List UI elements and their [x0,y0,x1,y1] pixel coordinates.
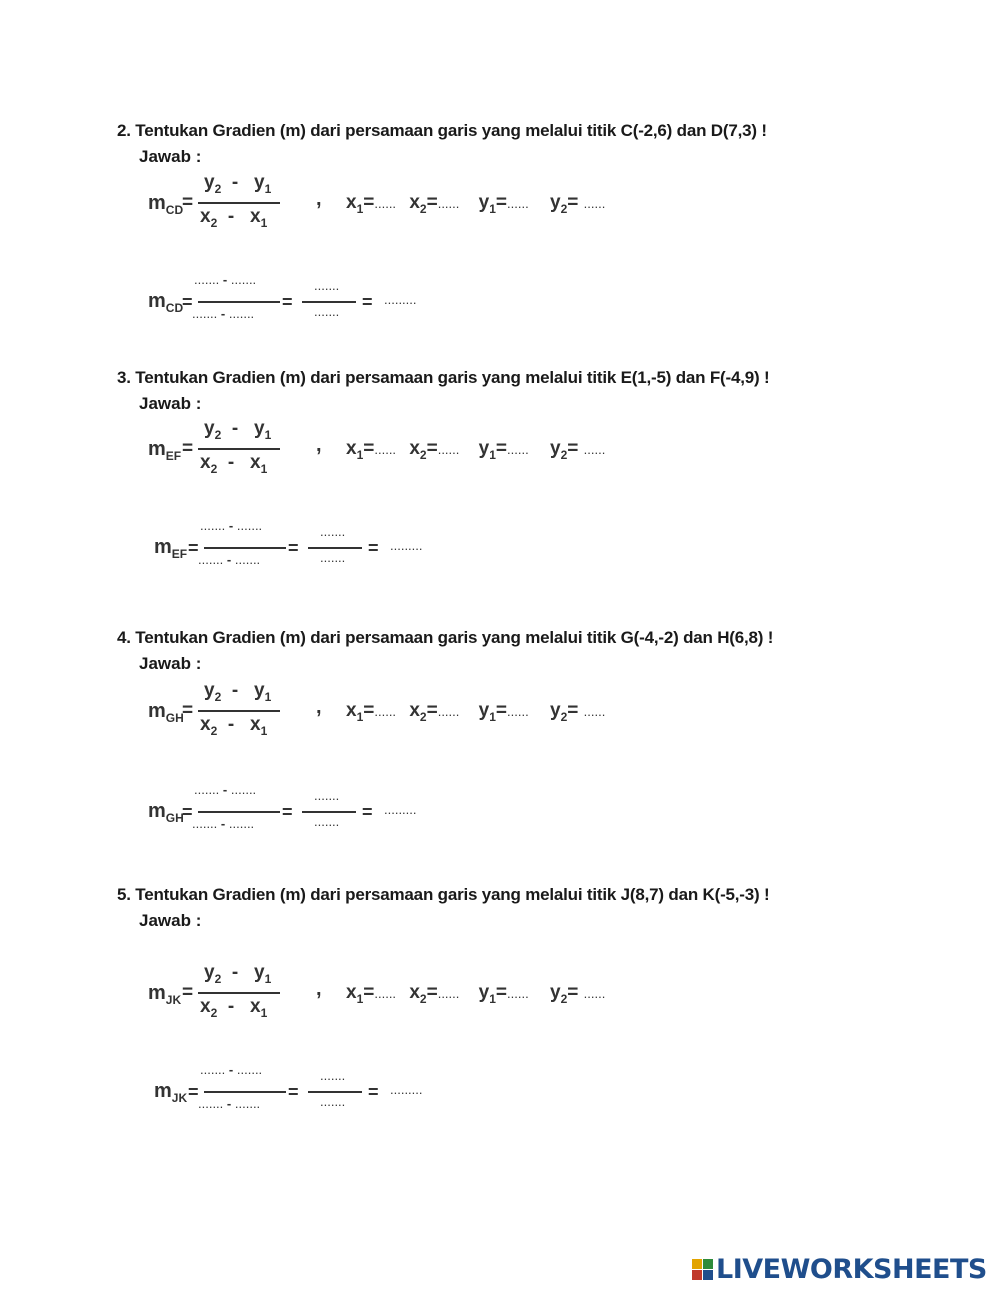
numerator-blank[interactable]: ....... - ....... [194,782,257,797]
answer-label: Jawab : [139,911,202,930]
denominator-blank[interactable]: ....... - ....... [192,306,255,321]
fraction-denominator: $x_2$ - $x_1$ [200,996,268,1020]
equals-sign: = [182,292,193,312]
equals-sign: = [182,438,194,459]
denominator-blank[interactable]: ....... - ....... [198,552,261,567]
x1-blank[interactable]: $x_1=$...... [346,982,397,1006]
fraction-line [302,301,356,303]
fraction-line [204,1091,286,1093]
gradient-calculation [154,518,474,576]
fraction-line [308,547,362,549]
equals-sign: = [282,802,293,822]
question-text: 2. Tentukan Gradien (m) dari persamaan garis yang melalui titik C(-2,6) dan D(7,3) ! [117,121,767,140]
equals-sign: = [288,538,299,558]
m-label: $m_{GH}$ [148,800,184,825]
fraction-numerator: $y_2$ - $y_1$ [204,172,272,196]
comma: , [316,978,322,1000]
x2-blank[interactable]: $x_2=$...... [409,438,460,462]
denominator-blank[interactable]: ....... - ....... [192,816,255,831]
gradient-formula [148,962,668,1026]
equals-sign: = [188,1082,199,1102]
m-label: $m_{CD}$ [148,192,184,217]
numerator-blank[interactable]: ....... - ....... [200,518,263,533]
y1-blank[interactable]: $y_1=$...... [478,438,529,462]
y1-blank[interactable]: $y_1=$...... [478,982,529,1006]
equals-sign: = [182,192,194,213]
fraction-line [198,710,280,712]
equals-sign: = [182,700,194,721]
answer-label: Jawab : [139,394,202,413]
fraction-numerator: $y_2$ - $y_1$ [204,418,272,442]
variable-blanks [346,438,613,462]
equals-sign: = [188,538,199,558]
variable-blanks [346,700,613,724]
gradient-calculation [154,1062,474,1120]
equals-sign: = [368,1082,379,1102]
fraction-line [198,811,280,813]
gradient-formula [148,418,668,482]
y2-blank[interactable]: $y_2=$ ...... [549,192,606,216]
m-label: $m_{JK}$ [154,1080,188,1105]
comma: , [316,434,322,456]
fraction-line [198,992,280,994]
answer-label: Jawab : [139,147,202,166]
numerator-blank[interactable]: ....... - ....... [194,272,257,287]
liveworksheets-logo-icon [692,1259,714,1281]
denominator-blank[interactable]: ....... - ....... [198,1096,261,1111]
question-text: 3. Tentukan Gradien (m) dari persamaan garis yang melalui titik E(1,-5) dan F(-4,9) ! [117,368,770,387]
equals-sign: = [368,538,379,558]
y1-blank[interactable]: $y_1=$...... [478,700,529,724]
fraction-denominator: $x_2$ - $x_1$ [200,206,268,230]
equals-sign: = [182,982,194,1003]
logo-text: LIVEWORKSHEETS [716,1254,987,1285]
gradient-calculation [148,272,468,330]
y2-blank[interactable]: $y_2=$ ...... [549,982,606,1006]
fraction-denominator: $x_2$ - $x_1$ [200,452,268,476]
fraction-denominator: $x_2$ - $x_1$ [200,714,268,738]
equals-sign: = [288,1082,299,1102]
fraction-line [198,301,280,303]
simplified-numerator-blank[interactable]: ....... [314,788,340,803]
question-text: 5. Tentukan Gradien (m) dari persamaan garis yang melalui titik J(8,7) dan K(-5,-3) ! [117,885,770,904]
m-label: $m_{GH}$ [148,700,184,725]
fraction-line [198,448,280,450]
y2-blank[interactable]: $y_2=$ ...... [549,700,606,724]
comma: , [316,696,322,718]
simplified-denominator-blank[interactable]: ....... [314,304,340,319]
simplified-denominator-blank[interactable]: ....... [314,814,340,829]
m-label: $m_{JK}$ [148,982,182,1007]
x1-blank[interactable]: $x_1=$...... [346,192,397,216]
liveworksheets-logo [692,1254,992,1284]
simplified-denominator-blank[interactable]: ....... [320,550,346,565]
y2-blank[interactable]: $y_2=$ ...... [549,438,606,462]
simplified-numerator-blank[interactable]: ....... [314,278,340,293]
fraction-numerator: $y_2$ - $y_1$ [204,962,272,986]
x2-blank[interactable]: $x_2=$...... [409,192,460,216]
equals-sign: = [362,802,373,822]
gradient-formula [148,680,668,744]
simplified-denominator-blank[interactable]: ....... [320,1094,346,1109]
equals-sign: = [362,292,373,312]
m-label: $m_{EF}$ [154,536,188,561]
result-blank[interactable]: ......... [384,802,417,817]
gradient-formula [148,172,668,236]
equals-sign: = [282,292,293,312]
simplified-numerator-blank[interactable]: ....... [320,524,346,539]
numerator-blank[interactable]: ....... - ....... [200,1062,263,1077]
gradient-calculation [148,782,468,840]
variable-blanks [346,192,613,216]
fraction-line [302,811,356,813]
result-blank[interactable]: ......... [390,1082,423,1097]
answer-label: Jawab : [139,654,202,673]
x2-blank[interactable]: $x_2=$...... [409,700,460,724]
variable-blanks [346,982,613,1006]
result-blank[interactable]: ......... [384,292,417,307]
comma: , [316,188,322,210]
fraction-line [198,202,280,204]
result-blank[interactable]: ......... [390,538,423,553]
fraction-line [308,1091,362,1093]
equals-sign: = [182,802,193,822]
y1-blank[interactable]: $y_1=$...... [478,192,529,216]
m-label: $m_{EF}$ [148,438,182,463]
x1-blank[interactable]: $x_1=$...... [346,438,397,462]
fraction-line [204,547,286,549]
simplified-numerator-blank[interactable]: ....... [320,1068,346,1083]
question-text: 4. Tentukan Gradien (m) dari persamaan garis yang melalui titik G(-4,-2) dan H(6,8) ! [117,628,774,647]
m-label: $m_{CD}$ [148,290,184,315]
x2-blank[interactable]: $x_2=$...... [409,982,460,1006]
fraction-numerator: $y_2$ - $y_1$ [204,680,272,704]
x1-blank[interactable]: $x_1=$...... [346,700,397,724]
